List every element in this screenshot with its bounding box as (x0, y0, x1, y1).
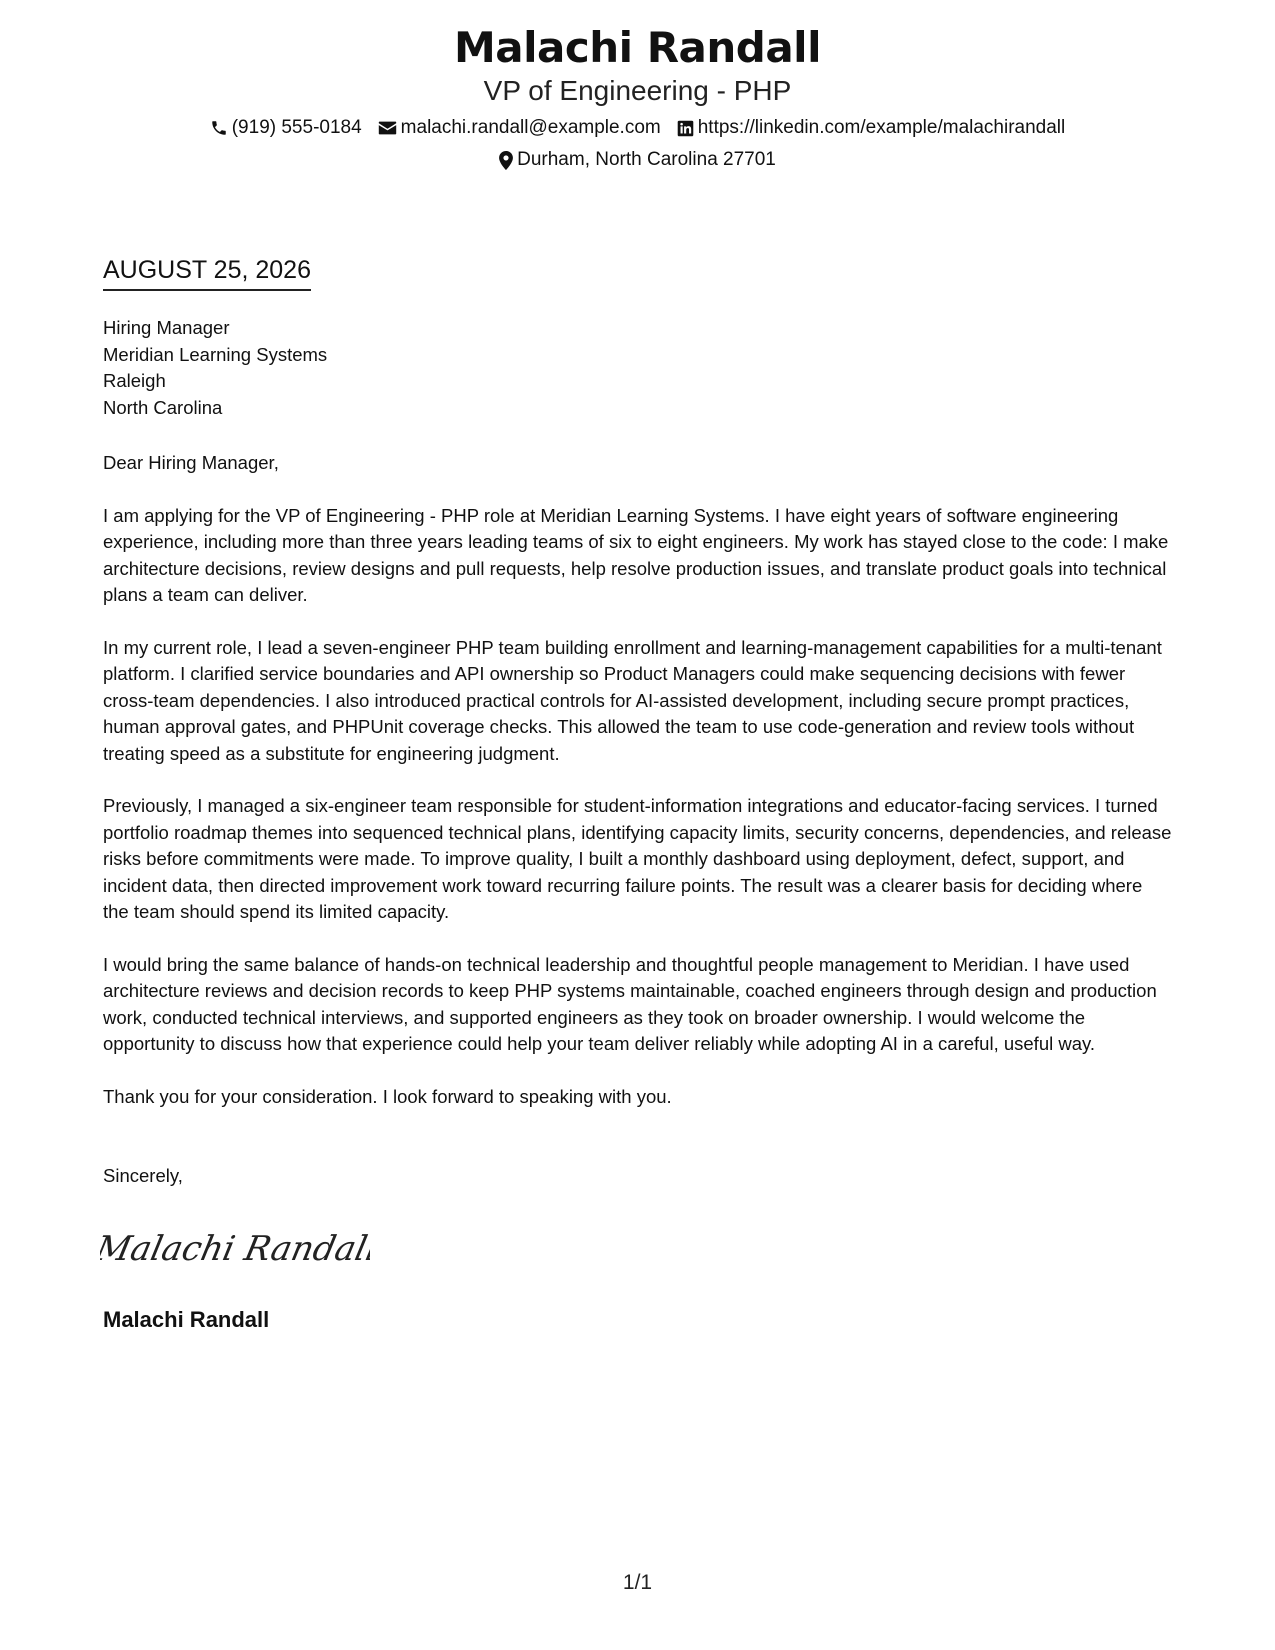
salutation: Dear Hiring Manager, (103, 452, 279, 473)
signer-name: Malachi Randall (103, 1307, 270, 1332)
applicant-name: Malachi Randall (454, 23, 821, 72)
letter-header (0, 22, 1275, 172)
linkedin-icon (677, 120, 694, 137)
location-row (0, 148, 1275, 172)
recipient-line: Raleigh (103, 370, 166, 391)
job-title: VP of Engineering - PHP (483, 75, 792, 106)
recipient-line: North Carolina (103, 396, 223, 418)
recipient-line: Meridian Learning Systems (103, 343, 328, 365)
closing: Sincerely, (103, 1165, 183, 1186)
phone-icon (210, 119, 228, 137)
body-paragraph: I am applying for the VP of Engineering - PHP role at Meridian Learning Systems. I have eight years of software engineering experience, including more than three years leading teams of six to eight engineers. My work has stayed close to the code: I make architecture decisions, review designs and pull requests, help resolve production issues, and translate product goals into technical plans a team can deliver. (103, 504, 1169, 605)
letter-body (103, 450, 1173, 1136)
contact-location (499, 148, 776, 172)
contact-email (378, 116, 661, 140)
body-paragraph: Thank you for your consideration. I look forward to speaking with you. (103, 1085, 672, 1107)
body-paragraph: Previously, I managed a six-engineer team responsible for student-information integrations and educator-facing services. I turned portfolio roadmap themes into sequenced technical plans, identifying capacity limits, security concerns, dependencies, and release risks before commitments were made. To improve quality, I built a monthly dashboard using deployment, defect, support, and incident data, then directed improvement work toward recurring failure points. The result was a clearer basis for deciding where the team should spend its limited capacity. (103, 795, 1172, 922)
contact-phone (210, 116, 362, 140)
body-paragraph: In my current role, I lead a seven-engineer PHP team building enrollment and learning-management capabilities for a multi-tenant platform. I clarified service boundaries and API ownership so Product Managers could make sequencing decisions with fewer cross-team dependencies. I also introduced practical controls for AI-assisted development, including secure prompt practices, human approval gates, and PHPUnit coverage checks. This allowed the team to use code-generation and review tools without treating speed as a substitute for engineering judgment. (103, 636, 1162, 764)
contact-linkedin (677, 116, 1066, 140)
phone-text: (919) 555-0184 (231, 117, 362, 138)
email-text: malachi.randall@example.com (400, 117, 661, 138)
recipient-block (103, 315, 327, 421)
envelope-icon (378, 120, 397, 136)
page-number: 1/1 (622, 1571, 653, 1594)
body-paragraph: I would bring the same balance of hands-on technical leadership and thoughtful people management to Meridian. I have used architecture reviews and decision records to keep PHP systems maintainable, coached engineers through design and production work, conducted technical interviews, and supported engineers as they took on broader ownership. I would welcome the opportunity to discuss how that experience could help your team deliver reliably while adopting AI in a careful, useful way. (103, 953, 1157, 1054)
linkedin-text: https://linkedin.com/example/malachirandall (697, 117, 1066, 138)
map-pin-icon (499, 151, 513, 170)
letter-date: AUGUST 25, 2026 (103, 255, 311, 291)
location-text: Durham, North Carolina 27701 (517, 149, 776, 170)
recipient-line: Hiring Manager (103, 317, 230, 338)
signature (100, 1222, 370, 1283)
contact-row (0, 116, 1275, 140)
signature-text: Malachi Randall (100, 1229, 370, 1269)
